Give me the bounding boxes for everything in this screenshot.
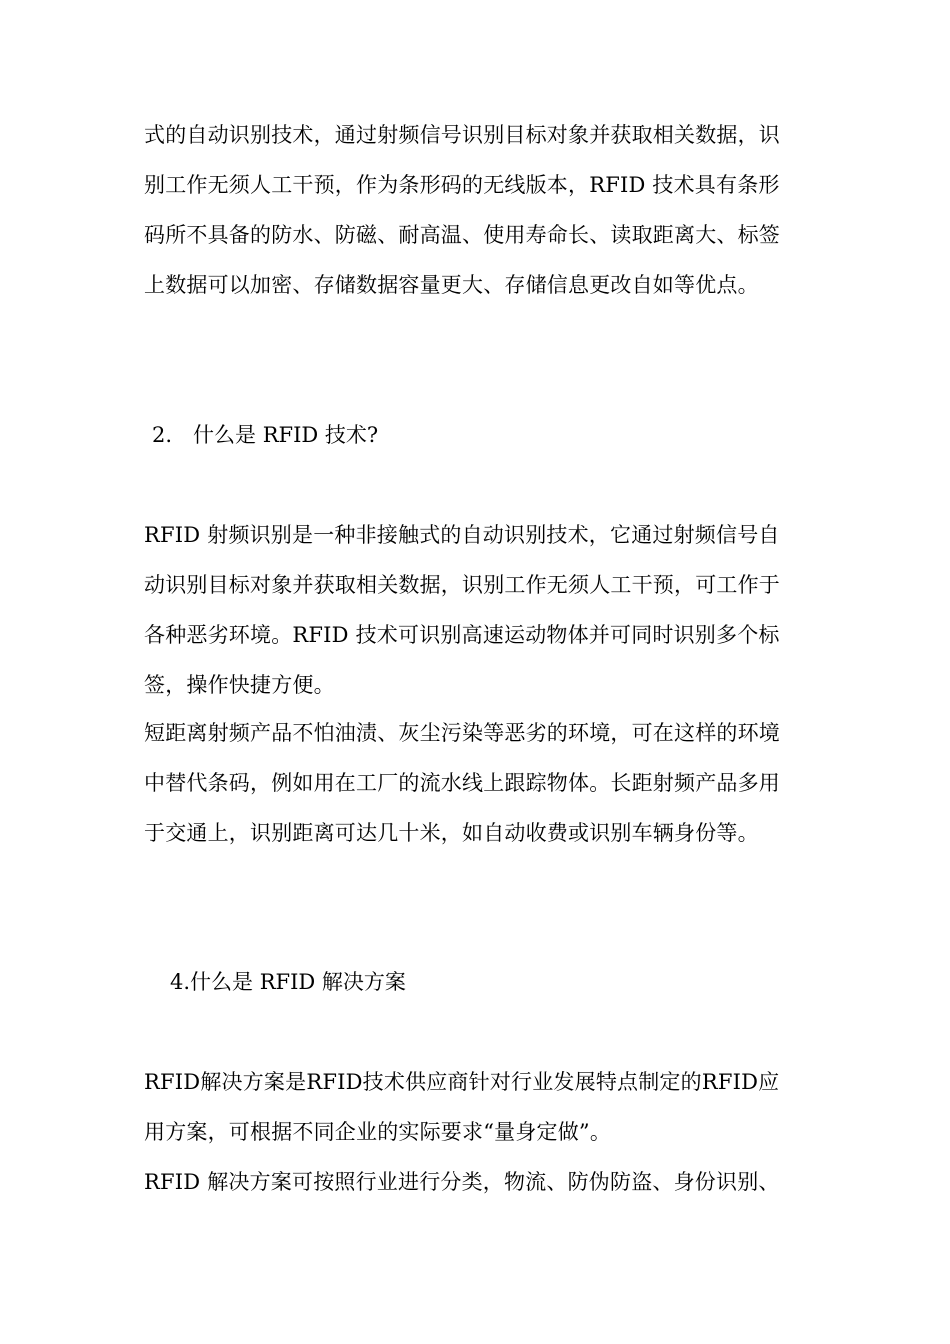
paragraph-short-long-range — [144, 708, 810, 858]
section-heading-4: 4.什么是 RFID 解决方案 — [170, 970, 406, 994]
paragraph-solution-categories — [144, 1157, 810, 1207]
paragraph-line: 动识别目标对象并获取相关数据，识别工作无须人工干预，可工作于 — [144, 573, 780, 597]
paragraph-line: 用方案，可根据不同企业的实际要求“量身定做”。 — [144, 1120, 612, 1144]
paragraph-what-is-rfid — [144, 510, 810, 710]
paragraph-line: 签，操作快捷方便。 — [144, 673, 335, 697]
paragraph-line: 别工作无须人工干预，作为条形码的无线版本，RFID 技术具有条形 — [144, 173, 780, 197]
paragraph-rfid-advantages — [144, 110, 810, 310]
paragraph-line: 中替代条码，例如用在工厂的流水线上跟踪物体。长距射频产品多用 — [144, 771, 780, 795]
paragraph-line: 各种恶劣环境。RFID 技术可识别高速运动物体并可同时识别多个标 — [144, 623, 780, 647]
paragraph-line: RFID 射频识别是一种非接触式的自动识别技术，它通过射频信号自 — [144, 523, 780, 547]
paragraph-line: 式的自动识别技术，通过射频信号识别目标对象并获取相关数据，识 — [144, 123, 780, 147]
paragraph-line: 短距离射频产品不怕油渍、灰尘污染等恶劣的环境，可在这样的环境 — [144, 721, 780, 745]
paragraph-line: 上数据可以加密、存储数据容量更大、存储信息更改自如等优点。 — [144, 273, 759, 297]
paragraph-line: 码所不具备的防水、防磁、耐高温、使用寿命长、读取距离大、标签 — [144, 223, 780, 247]
paragraph-line: 于交通上，识别距离可达几十米，如自动收费或识别车辆身份等。 — [144, 821, 759, 845]
paragraph-line: RFID 解决方案可按照行业进行分类，物流、防伪防盗、身份识别、 — [144, 1170, 780, 1194]
paragraph-line: RFID解决方案是RFID技术供应商针对行业发展特点制定的RFID应 — [144, 1070, 780, 1094]
section-heading-2: 2. 什么是 RFID 技术? — [152, 423, 379, 447]
paragraph-rfid-solution — [144, 1057, 810, 1157]
